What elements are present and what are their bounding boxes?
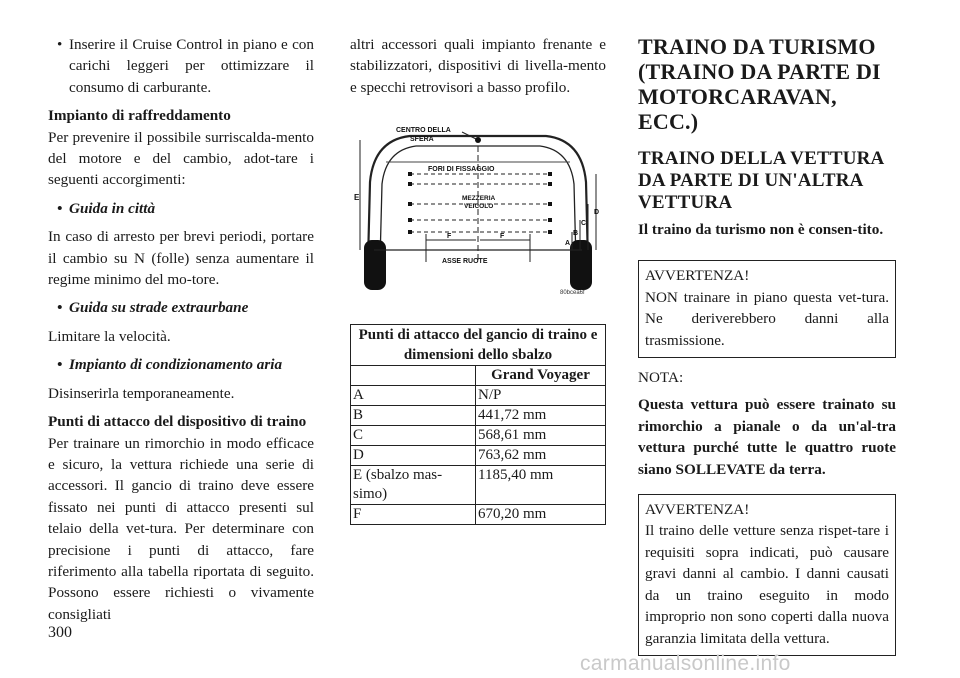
label-veicolo: VEICOLO — [464, 203, 494, 211]
page-number: 300 — [48, 624, 72, 641]
warning-text: Il traino delle vetture senza rispet-tare i requisiti sopra indicati, può causare gravi danni al cambio. I danni causati da un traino eseguito in modo improprio non sono coperti dalla nuova garanzia limitata della vettura. — [645, 522, 889, 647]
city-driving-bullet: • Guida in città — [48, 198, 314, 219]
ac-bullet: • Impianto di condizionamento aria — [48, 354, 314, 375]
attachment-points-text: Per trainare un rimorchio in modo efficace e sicuro, la vettura richiede una serie di accessori. Il gancio di traino deve essere fissato nei punti di attacco presenti sul telaio della vet-tura. Per determinare con precisione i punti di attacco, fare riferimento alla tabella riportata di seguito. Possono essere richiesti o vivamente consigliati — [48, 434, 314, 623]
right-column — [638, 34, 896, 665]
ac-text: Disinserirla temporaneamente. — [48, 384, 235, 402]
label-asse: ASSE RUOTE — [442, 258, 488, 266]
row-label: E (sbalzo mas-simo) — [351, 465, 476, 504]
label-fori: FORI DI FISSAGGIO — [428, 166, 495, 174]
section-subtitle: TRAINO DELLA VETTURA DA PARTE DI UN'ALTRA VETTURA — [638, 148, 884, 213]
hitch-dimensions-table — [350, 324, 606, 525]
hitch-diagram — [350, 122, 606, 302]
warning-text: NON trainare in piano questa vet-tura. Ne deriverebbero danni alla trasmissione. — [645, 288, 889, 349]
row-label: B — [351, 405, 476, 425]
ball-center-marker — [475, 137, 481, 143]
table-row — [351, 405, 606, 425]
watermark: carmanualsonline.info — [580, 652, 791, 675]
attachment-points-heading: Punti di attacco del dispositivo di traino — [48, 413, 307, 431]
right-wheel — [570, 240, 592, 290]
row-value: 1185,40 mm — [476, 465, 606, 504]
label-f-right: F — [500, 233, 505, 241]
cruise-control-bullet: • Inserire il Cruise Control in piano e con carichi leggeri per ottimizzare il consumo di carburante. — [48, 34, 314, 98]
cooling-text: Per prevenire il possibile surriscalda-mento del motore e del cambio, adot-tare i seguenti accorgimenti: — [48, 128, 314, 189]
row-label: C — [351, 425, 476, 445]
label-sfera: SFERA — [410, 136, 434, 144]
label-a: A — [565, 240, 571, 248]
note-text: Questa vettura può essere trainato su rimorchio a pianale o da un'al-tra vettura purché tutte le quattro ruote siano SOLLEVATE da terra. — [638, 396, 896, 478]
row-value: 568,61 mm — [476, 425, 606, 445]
label-mezzeria: MEZZERIA — [462, 195, 496, 203]
accessories-continuation: altri accessori quali impianto frenante e stabilizzatori, dispositivi di livella-mento e specchi retrovisori a basso profilo. — [350, 36, 606, 96]
label-f-left: F — [447, 233, 452, 241]
table-row — [351, 385, 606, 405]
extraurban-bullet: • Guida su strade extraurbane — [48, 297, 314, 318]
warning-box-1 — [638, 260, 896, 358]
towing-intro: Il traino da turismo non è consen-tito. — [638, 221, 884, 238]
row-label: D — [351, 445, 476, 465]
table-caption: Punti di attacco del gancio di traino e dimensioni dello sbalzo — [351, 324, 606, 365]
left-column — [48, 34, 314, 625]
section-title: TRAINO DA TURISMO (TRAINO DA PARTE DI MOTORCARAVAN, ECC.) — [638, 34, 881, 134]
label-centro: CENTRO DELLA — [396, 127, 451, 135]
middle-column — [350, 34, 606, 525]
cooling-heading: Impianto di raffreddamento — [48, 107, 231, 125]
label-d: D — [594, 209, 600, 217]
warning-box-2 — [638, 494, 896, 656]
row-value: N/P — [476, 385, 606, 405]
row-value: 670,20 mm — [476, 504, 606, 524]
row-label: A — [351, 385, 476, 405]
label-b: B — [573, 230, 579, 238]
table-row — [351, 465, 606, 504]
table-row — [351, 504, 606, 524]
extraurban-text: Limitare la velocità. — [48, 327, 171, 345]
label-e: E — [354, 193, 360, 203]
table-header-empty — [351, 365, 476, 385]
row-value: 763,62 mm — [476, 445, 606, 465]
row-value: 441,72 mm — [476, 405, 606, 425]
warning-title: AVVERTENZA! — [645, 267, 750, 285]
figure-code: 80bcea6f — [560, 290, 585, 297]
note-label: NOTA: — [638, 369, 684, 387]
left-wheel — [364, 240, 386, 290]
row-label: F — [351, 504, 476, 524]
city-driving-text: In caso di arresto per brevi periodi, portare il cambio su N (folle) senza aumentare il regime minimo del mo-tore. — [48, 228, 314, 289]
table-header-grand-voyager: Grand Voyager — [476, 365, 606, 385]
table-row — [351, 425, 606, 445]
table-row — [351, 445, 606, 465]
warning-title: AVVERTENZA! — [645, 501, 750, 519]
label-c: C — [581, 220, 587, 228]
